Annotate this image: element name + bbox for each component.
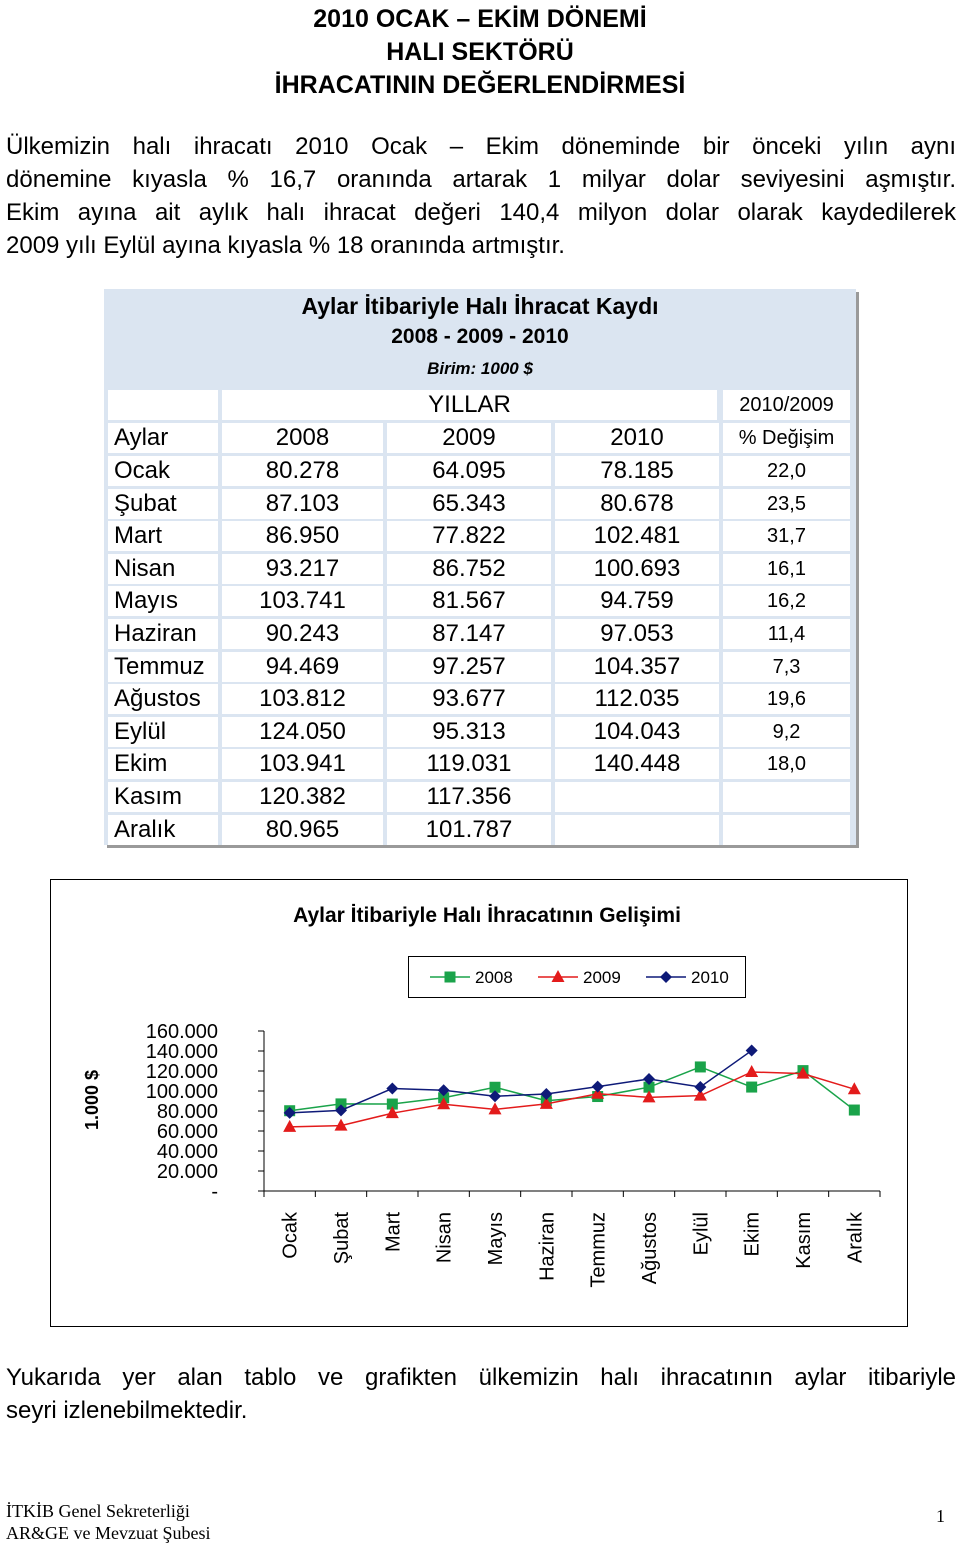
table-cell: 103.941 bbox=[222, 749, 383, 779]
document-title-line-3: İHRACATININ DEĞERLENDİRMESİ bbox=[274, 71, 686, 99]
table-cell: 100.693 bbox=[555, 554, 719, 584]
intro-line: Ekim ayına ait aylık halı ihracat değeri 140,4 milyon dolar olarak kaydedilerek bbox=[6, 199, 956, 226]
y-tick-label: - bbox=[211, 1181, 218, 1203]
table-cell: 87.103 bbox=[222, 489, 383, 519]
x-tick-label: Nisan bbox=[433, 1212, 456, 1264]
legend-marker-2009 bbox=[552, 970, 565, 982]
table-cell: 65.343 bbox=[387, 489, 551, 519]
table-cell: 16,2 bbox=[723, 586, 850, 616]
x-tick-label: Ocak bbox=[279, 1212, 302, 1259]
table-column-header: 2008 bbox=[222, 423, 383, 453]
table-cell: 81.567 bbox=[387, 586, 551, 616]
table-cell bbox=[555, 782, 719, 812]
table-row-month: Eylül bbox=[108, 717, 218, 747]
x-tick-label: Ağustos bbox=[639, 1212, 661, 1285]
legend-label-2010: 2010 bbox=[691, 968, 729, 987]
table-cell: 77.822 bbox=[387, 521, 551, 551]
table-cell: 64.095 bbox=[387, 456, 551, 486]
table-cell: 104.043 bbox=[555, 717, 719, 747]
table-column-header: 2010 bbox=[555, 423, 719, 453]
table-ratio-header: 2010/2009 bbox=[723, 390, 850, 420]
data-point-2008 bbox=[746, 1082, 757, 1093]
table-cell: 140.448 bbox=[555, 749, 719, 779]
table-cell: 124.050 bbox=[222, 717, 383, 747]
footer-org: İTKİB Genel Sekreterliği bbox=[6, 1501, 190, 1521]
table-cell: 90.243 bbox=[222, 619, 383, 649]
table-row-month: Kasım bbox=[108, 782, 218, 812]
table-years: 2008 - 2009 - 2010 bbox=[391, 325, 569, 348]
x-tick-label: Mart bbox=[382, 1212, 405, 1252]
table-row-month: Şubat bbox=[108, 489, 218, 519]
table-row-month: Nisan bbox=[108, 554, 218, 584]
table-cell bbox=[723, 815, 850, 845]
legend-label-2009: 2009 bbox=[583, 968, 621, 987]
table-cell: 117.356 bbox=[387, 782, 551, 812]
series-line-2009 bbox=[290, 1072, 855, 1127]
intro-paragraph bbox=[6, 130, 956, 262]
export-table bbox=[104, 289, 856, 845]
data-point-2009 bbox=[283, 1120, 296, 1132]
legend-label-2008: 2008 bbox=[475, 968, 513, 987]
table-row-month: Ocak bbox=[108, 456, 218, 486]
y-tick-label: 20.000 bbox=[156, 1161, 218, 1183]
table-cell: 19,6 bbox=[723, 684, 850, 714]
series-line-2008 bbox=[290, 1067, 855, 1111]
table-cell bbox=[555, 815, 719, 845]
table-row-month: Mart bbox=[108, 521, 218, 551]
table-cell: 23,5 bbox=[723, 489, 850, 519]
legend-marker-2008 bbox=[445, 972, 456, 983]
y-tick-label: 160.000 bbox=[145, 1021, 218, 1043]
table-cell: 11,4 bbox=[723, 619, 850, 649]
table-cell: 9,2 bbox=[723, 717, 850, 747]
table-header-blank bbox=[108, 390, 218, 420]
table-cell: 86.950 bbox=[222, 521, 383, 551]
y-tick-label: 60.000 bbox=[156, 1121, 218, 1143]
y-tick-label: 80.000 bbox=[156, 1101, 218, 1123]
table-cell: 31,7 bbox=[723, 521, 850, 551]
document-title-line-1: 2010 OCAK – EKİM DÖNEMİ bbox=[313, 5, 647, 33]
closing-line: seyri izlenebilmektedir. bbox=[6, 1397, 248, 1424]
x-tick-label: Haziran bbox=[536, 1212, 559, 1281]
table-row-month: Mayıs bbox=[108, 586, 218, 616]
table-row-month: Haziran bbox=[108, 619, 218, 649]
x-tick-label: Aralık bbox=[844, 1212, 867, 1264]
x-tick-label: Ekim bbox=[741, 1212, 764, 1257]
table-cell: 93.217 bbox=[222, 554, 383, 584]
closing-paragraph bbox=[6, 1361, 956, 1427]
table-column-header: Aylar bbox=[108, 423, 218, 453]
table-cell: 93.677 bbox=[387, 684, 551, 714]
x-tick-label: Temmuz bbox=[587, 1212, 610, 1288]
table-cell: 104.357 bbox=[555, 652, 719, 682]
series-line-2010 bbox=[290, 1051, 752, 1113]
intro-line: Ülkemizin halı ihracatı 2010 Ocak – Ekim döneminde bir önceki yılın aynı bbox=[6, 133, 956, 160]
table-column-header: % Değişim bbox=[723, 423, 850, 453]
table-cell: 80.678 bbox=[555, 489, 719, 519]
intro-line: dönemine kıyasla % 16,7 oranında artarak 1 milyar dolar seviyesini aşmıştır. bbox=[6, 166, 956, 193]
table-cell: 94.469 bbox=[222, 652, 383, 682]
table-cell: 86.752 bbox=[387, 554, 551, 584]
table-cell: 112.035 bbox=[555, 684, 719, 714]
footer-dept: AR&GE ve Mevzuat Şubesi bbox=[6, 1523, 211, 1543]
data-point-2010 bbox=[746, 1045, 758, 1057]
y-tick-label: 40.000 bbox=[156, 1141, 218, 1163]
table-cell: 7,3 bbox=[723, 652, 850, 682]
table-row-month: Ekim bbox=[108, 749, 218, 779]
y-axis-label: 1.000 $ bbox=[82, 1069, 102, 1131]
closing-line: Yukarıda yer alan tablo ve grafikten ülkemizin halı ihracatının aylar itibariyle bbox=[6, 1364, 956, 1391]
data-point-2008 bbox=[849, 1105, 860, 1116]
table-cell: 80.965 bbox=[222, 815, 383, 845]
page-number: 1 bbox=[936, 1506, 945, 1526]
data-point-2010 bbox=[694, 1081, 706, 1093]
legend-marker-2010 bbox=[660, 971, 672, 983]
table-cell: 78.185 bbox=[555, 456, 719, 486]
table-cell: 103.812 bbox=[222, 684, 383, 714]
data-point-2010 bbox=[592, 1081, 604, 1093]
table-cell: 103.741 bbox=[222, 586, 383, 616]
chart-title: Aylar İtibariyle Halı İhracatının Gelişimi bbox=[293, 904, 681, 927]
x-tick-label: Mayıs bbox=[485, 1212, 507, 1266]
table-cell: 101.787 bbox=[387, 815, 551, 845]
table-cell: 102.481 bbox=[555, 521, 719, 551]
data-point-2009 bbox=[745, 1065, 758, 1077]
table-unit: Birim: 1000 $ bbox=[427, 359, 533, 378]
table-cell: 18,0 bbox=[723, 749, 850, 779]
table-cell: 97.053 bbox=[555, 619, 719, 649]
y-tick-label: 100.000 bbox=[145, 1081, 218, 1103]
table-cell: 22,0 bbox=[723, 456, 850, 486]
table-cell: 120.382 bbox=[222, 782, 383, 812]
document-title-line-2: HALI SEKTÖRÜ bbox=[386, 38, 574, 66]
table-cell: 95.313 bbox=[387, 717, 551, 747]
table-row-month: Temmuz bbox=[108, 652, 218, 682]
table-cell: 16,1 bbox=[723, 554, 850, 584]
table-cell: 80.278 bbox=[222, 456, 383, 486]
data-point-2010 bbox=[386, 1083, 398, 1095]
table-column-header: 2009 bbox=[387, 423, 551, 453]
table-cell: 119.031 bbox=[387, 749, 551, 779]
table-group-header: YILLAR bbox=[222, 390, 717, 420]
table-cell bbox=[723, 782, 850, 812]
data-point-2008 bbox=[695, 1061, 706, 1072]
table-row-month: Ağustos bbox=[108, 684, 218, 714]
table-title: Aylar İtibariyle Halı İhracat Kaydı bbox=[301, 293, 659, 319]
intro-line: 2009 yılı Eylül ayına kıyasla % 18 oranında artmıştır. bbox=[6, 232, 565, 259]
line-chart bbox=[0, 880, 960, 1340]
table-row-month: Aralık bbox=[108, 815, 218, 845]
table-cell: 97.257 bbox=[387, 652, 551, 682]
table-cell: 87.147 bbox=[387, 619, 551, 649]
y-tick-label: 120.000 bbox=[145, 1061, 218, 1083]
x-tick-label: Şubat bbox=[331, 1212, 353, 1265]
x-tick-label: Eylül bbox=[690, 1212, 713, 1256]
table-cell: 94.759 bbox=[555, 586, 719, 616]
x-tick-label: Kasım bbox=[793, 1212, 815, 1269]
y-tick-label: 140.000 bbox=[145, 1041, 218, 1063]
